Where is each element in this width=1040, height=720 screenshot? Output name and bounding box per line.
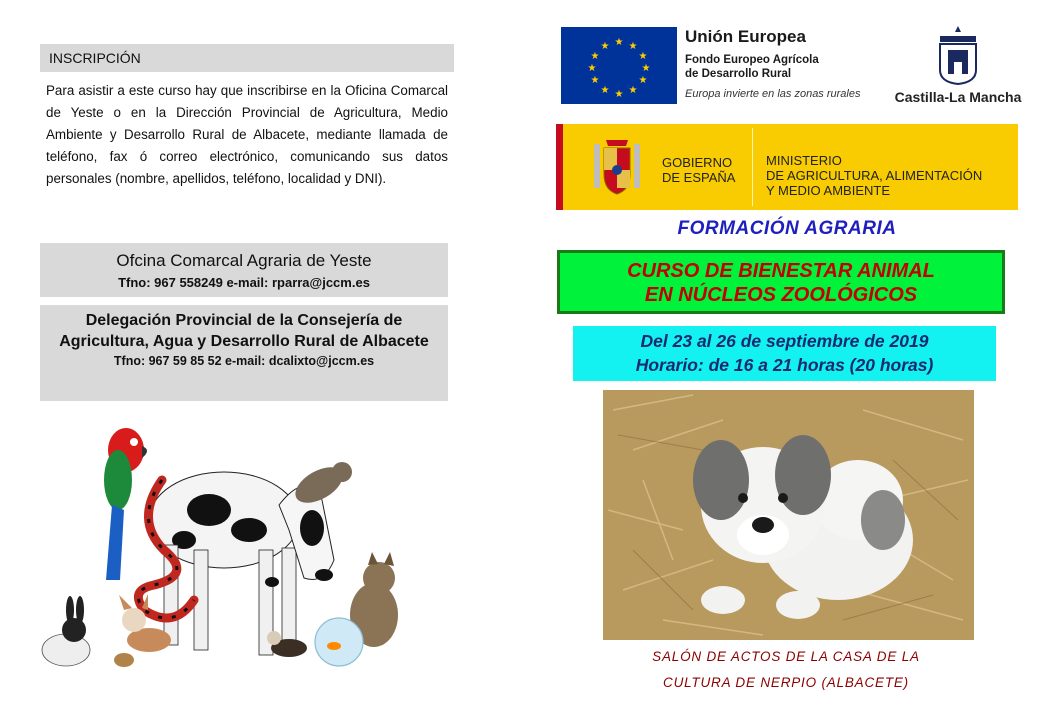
spain-flag-stripe (556, 124, 578, 210)
gobierno-line1: GOBIERNO (662, 155, 733, 170)
schedule-line: Horario: de 16 a 21 horas (20 horas) (635, 355, 934, 375)
svg-text:★: ★ (590, 75, 600, 86)
ministry-line3: Y MEDIO AMBIENTE (766, 183, 891, 198)
eu-fund-line2: de Desarrollo Rural (685, 68, 792, 80)
region-name: Castilla-La Mancha (894, 89, 1022, 105)
fishbowl (315, 618, 363, 666)
eu-logo-text (685, 27, 895, 100)
eu-tagline: Europa invierte en las zonas rurales (685, 88, 861, 100)
office-title: Ofcina Comarcal Agraria de Yeste (116, 251, 372, 270)
svg-text:★: ★ (600, 41, 610, 52)
delegation-contact: Tfno: 967 59 85 52 e-mail: dcalixto@jccm.es (113, 354, 375, 368)
formacion-title: FORMACIÓN AGRARIA (677, 218, 897, 239)
inscription-heading: INSCRIPCIÓN (40, 44, 454, 72)
delegation-title: Delegación Provincial de la Consejería de Agricultura, Agua y Desarrollo Rural de Albacete (59, 312, 429, 350)
course-title-box (557, 250, 1005, 314)
svg-text:★: ★ (600, 85, 610, 96)
svg-text:★: ★ (638, 51, 648, 62)
svg-text:★: ★ (628, 85, 638, 96)
dates-box (573, 326, 996, 381)
venue-line2: CULTURA DE NERPIO (ALBACETE) (663, 675, 909, 690)
venue-line1: SALÓN DE ACTOS DE LA CASA DE LA (652, 649, 920, 664)
office-contact: Tfno: 967 558249 e-mail: rparra@jccm.es (118, 275, 370, 290)
ministry-line2: DE AGRICULTURA, ALIMENTACIÓN (766, 168, 983, 183)
course-title-line1: CURSO DE BIENESTAR ANIMAL (627, 260, 935, 282)
rabbit (42, 596, 90, 666)
office-box (40, 243, 448, 297)
parrot (104, 428, 147, 580)
svg-text:★: ★ (614, 37, 624, 48)
spain-coat-of-arms-icon (590, 134, 644, 200)
eu-name: Unión Europea (685, 27, 806, 46)
eu-fund (685, 53, 895, 81)
eu-flag-icon (561, 27, 677, 104)
castle-crest-icon (934, 24, 982, 86)
svg-text:★: ★ (614, 89, 624, 100)
ministry-line1: MINISTERIO (766, 153, 842, 168)
hamster (114, 653, 134, 667)
ministry-text (766, 153, 982, 198)
svg-text:★: ★ (590, 51, 600, 62)
gobierno-text (662, 155, 735, 185)
animals-photo (34, 410, 452, 672)
gobierno-line2: DE ESPAÑA (662, 170, 736, 185)
course-title-line2: EN NÚCLEOS ZOOLÓGICOS (644, 284, 918, 306)
svg-text:★: ★ (638, 75, 648, 86)
chihuahua (119, 594, 171, 652)
puppy-photo (603, 390, 974, 640)
svg-text:★: ★ (587, 63, 597, 74)
inscription-text: Para asistir a este curso hay que inscribirse en la Oficina Comarcal de Yeste o en la Dirección Provincial de Agricultura, Medio Ambiente y Desarrollo Rural de Albacete, mediante llamada de teléfono, fax ó correo electrónico, comunicando sus datos personales (nombre, apellidos, teléfono, localidad y DNI). (46, 83, 448, 186)
svg-text:★: ★ (641, 63, 651, 74)
banner-divider (752, 128, 753, 206)
delegation-box (40, 305, 448, 401)
venue-text (556, 644, 1016, 696)
dates-line: Del 23 al 26 de septiembre de 2019 (640, 331, 929, 351)
eu-fund-line1: Fondo Europeo Agrícola (685, 54, 819, 66)
svg-text:★: ★ (628, 41, 638, 52)
